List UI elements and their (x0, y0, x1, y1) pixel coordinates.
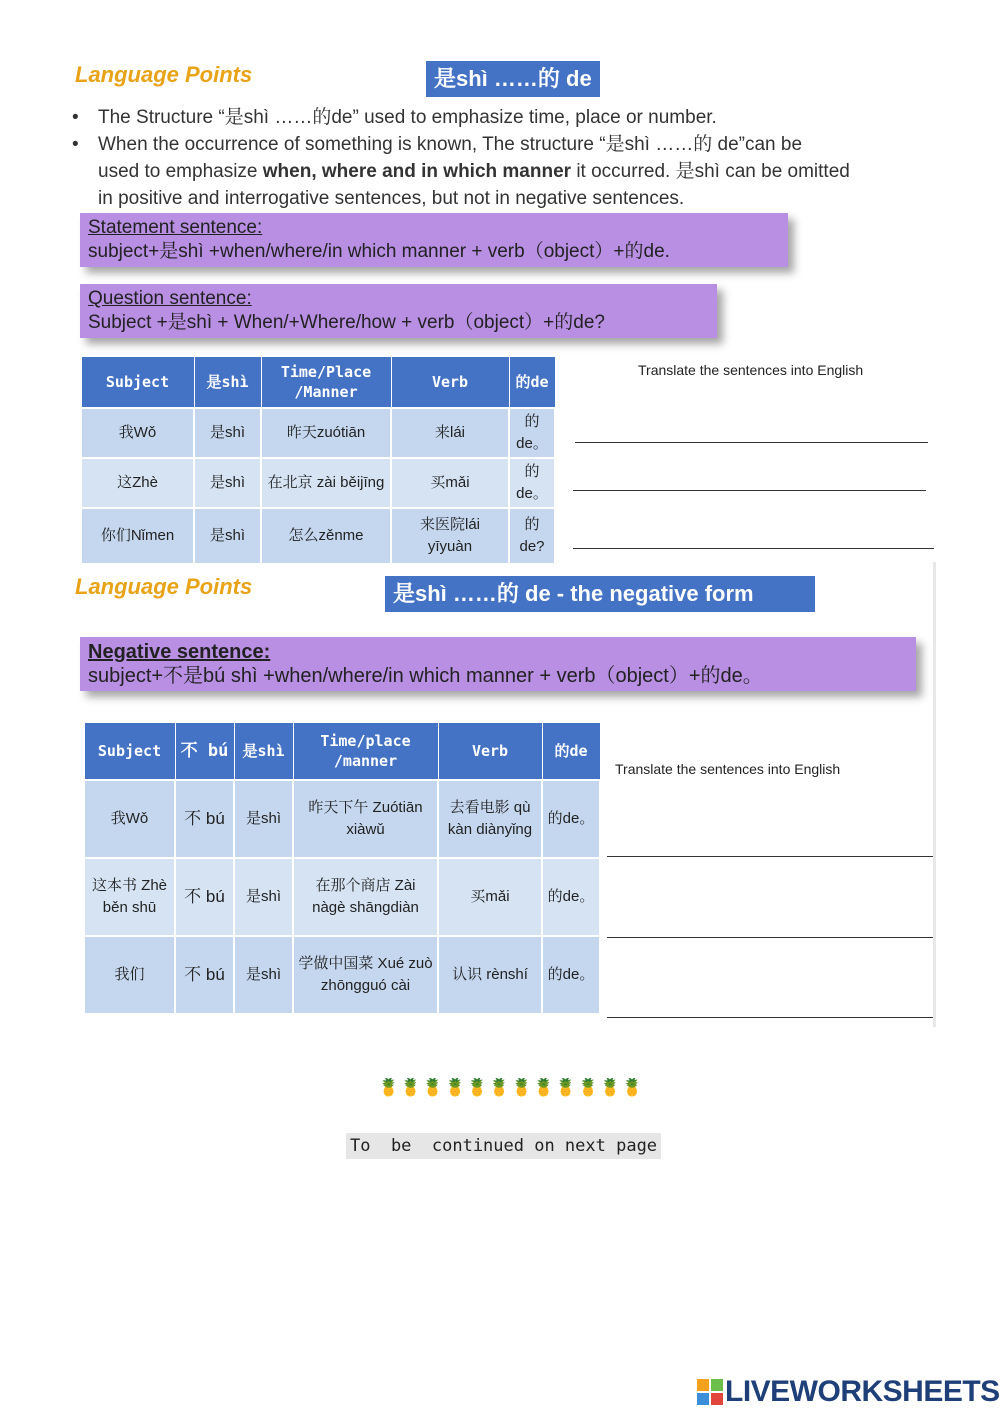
cell-time: 学做中国菜 Xué zuò zhōngguó cài (293, 936, 438, 1014)
answer-input-line[interactable] (573, 490, 926, 491)
table-row (81, 508, 555, 564)
cell-verb: 来医院lái yīyuàn (391, 508, 509, 564)
header-shi: 是shì (234, 723, 293, 781)
section2-title: Language Points (75, 574, 253, 599)
answer-input-line[interactable] (607, 937, 933, 938)
answer-input-line[interactable] (607, 1017, 933, 1018)
bullet-item (72, 131, 932, 212)
bullet2-line2-post: it occurred. 是shì can be omitted (571, 161, 850, 182)
bullet-item (72, 104, 932, 131)
cell-de: 的de? (509, 508, 555, 564)
table-row (84, 780, 600, 858)
statement-formula: subject+是shì +when/where/in which manner + verb（object）+的de. (88, 241, 670, 262)
cell-subject: 这本书 Zhè běn shū (84, 858, 175, 936)
translate-label-1: Translate the sentences into English (638, 362, 864, 378)
question-formula: Subject +是shì + When/+Where/how + verb（object）+的de? (88, 312, 605, 333)
positive-table (80, 356, 556, 565)
question-box (80, 284, 717, 338)
table-row (84, 936, 600, 1014)
bullet2-line2-bold: when, where and in which manner (262, 161, 572, 182)
cell-time: 昨天下午 Zuótiān xiàwǔ (293, 780, 438, 858)
cell-de: 的de。 (542, 936, 600, 1014)
table-row (81, 458, 555, 508)
continued-note: To be continued on next page (346, 1133, 661, 1159)
cell-shi: 是shì (234, 858, 293, 936)
cell-de: 的de。 (542, 858, 600, 936)
section1-tag: 是shì ……的 de (426, 61, 600, 97)
table-header-row (81, 357, 555, 409)
bullet2-line3: in positive and interrogative sentences, but not in negative sentences. (98, 188, 685, 209)
table-header-row (84, 723, 600, 781)
cell-verb: 买mǎi (438, 858, 542, 936)
answer-input-line[interactable] (575, 442, 928, 443)
header-time: Time/Place /Manner (261, 357, 391, 409)
section2-tag: 是shì ……的 de - the negative form (385, 576, 815, 612)
header-time: Time/place /manner (293, 723, 438, 781)
statement-box (80, 213, 788, 267)
question-heading: Question sentence: (88, 288, 252, 309)
header-shi: 是shì (194, 357, 261, 409)
negative-table (83, 722, 601, 1015)
answer-input-line[interactable] (573, 548, 934, 549)
negative-heading: Negative sentence: (88, 641, 271, 663)
cell-de: 的de。 (509, 408, 555, 458)
cell-verb: 买mǎi (391, 458, 509, 508)
table-row (81, 408, 555, 458)
translate-label-2: Translate the sentences into English (615, 761, 841, 777)
bullet-icon: • (72, 107, 79, 128)
header-de: 的de (509, 357, 555, 409)
header-verb: Verb (438, 723, 542, 781)
cell-shi: 是shì (194, 458, 261, 508)
cell-verb: 来lái (391, 408, 509, 458)
liveworksheets-logo-icon (697, 1379, 723, 1405)
cell-subject: 这Zhè (81, 458, 194, 508)
negative-formula: subject+不是bú shì +when/where/in which manner + verb（object）+的de。 (88, 665, 763, 687)
divider-line (933, 562, 936, 1027)
pineapple-icon-row: 🍍🍍🍍🍍🍍🍍🍍🍍🍍🍍🍍🍍 (378, 1078, 645, 1097)
bullet2-line2-pre: used to emphasize (98, 161, 263, 182)
cell-verb: 认识 rènshí (438, 936, 542, 1014)
cell-shi: 是shì (234, 936, 293, 1014)
cell-de: 的de。 (509, 458, 555, 508)
cell-subject: 你们Nǐmen (81, 508, 194, 564)
cell-time: 在那个商店 Zài nàgè shāngdiàn (293, 858, 438, 936)
cell-subject: 我Wǒ (81, 408, 194, 458)
cell-de: 的de。 (542, 780, 600, 858)
cell-subject: 我们 (84, 936, 175, 1014)
section1-title: Language Points (75, 62, 253, 87)
header-verb: Verb (391, 357, 509, 409)
cell-bu: 不 bú (175, 936, 234, 1014)
bullet-icon: • (72, 134, 79, 155)
header-subject: Subject (81, 357, 194, 409)
statement-heading: Statement sentence: (88, 217, 263, 238)
negative-box (80, 637, 916, 691)
liveworksheets-logo (697, 1375, 1000, 1409)
cell-time: 怎么zěnme (261, 508, 391, 564)
header-de: 的de (542, 723, 600, 781)
liveworksheets-logo-text: LIVEWORKSHEETS (725, 1375, 1000, 1408)
header-subject: Subject (84, 723, 175, 781)
table-row (84, 858, 600, 936)
cell-subject: 我Wǒ (84, 780, 175, 858)
cell-shi: 是shì (234, 780, 293, 858)
cell-verb: 去看电影 qù kàn diànyǐng (438, 780, 542, 858)
cell-shi: 是shì (194, 508, 261, 564)
header-bu: 不 bú (175, 723, 234, 781)
cell-bu: 不 bú (175, 780, 234, 858)
cell-time: 昨天zuótiān (261, 408, 391, 458)
bullet2-line1: When the occurrence of something is known, The structure “是shì ……的 de”can be (98, 134, 803, 155)
section1-bullets (72, 104, 932, 212)
bullet1-text: The Structure “是shì ……的de” used to emphasize time, place or number. (98, 107, 717, 128)
cell-shi: 是shì (194, 408, 261, 458)
cell-time: 在北京 zài běijīng (261, 458, 391, 508)
cell-bu: 不 bú (175, 858, 234, 936)
answer-input-line[interactable] (607, 856, 933, 857)
